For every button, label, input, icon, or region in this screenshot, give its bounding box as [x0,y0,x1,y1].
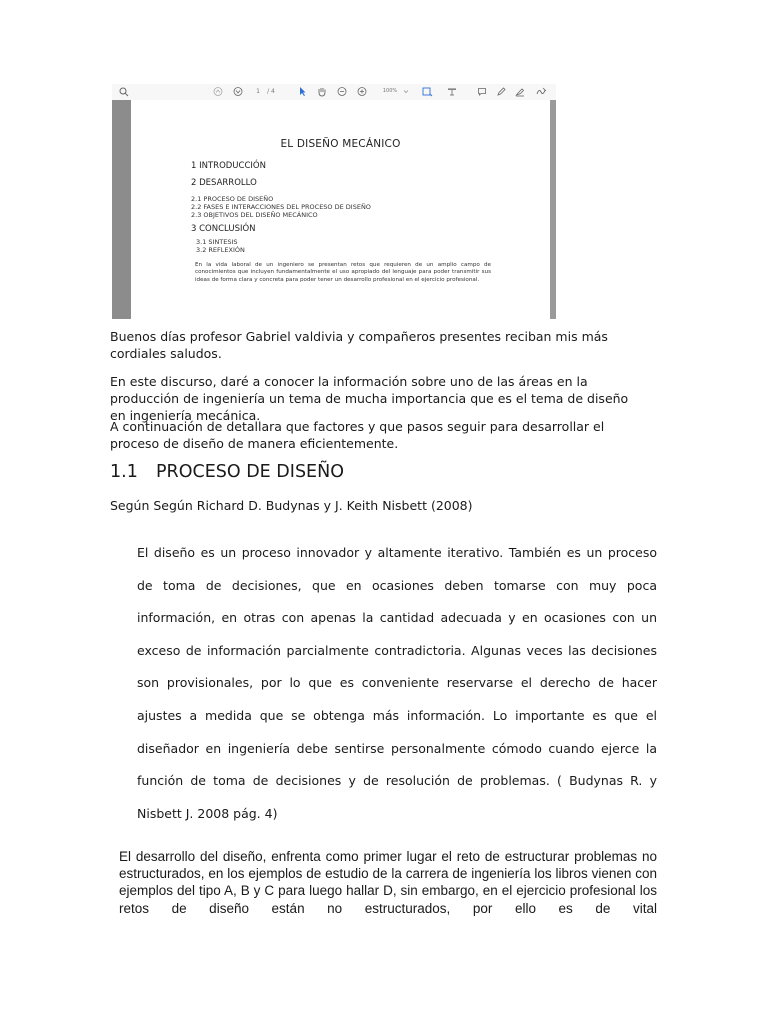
pdf-paragraph: En la vida laboral de un ingeniero se presentan retos que requieren de un amplio campo de conocimientos que incluyen fundamentalmente el uso apropiado del lenguaje para poder transmitir sus ideas de forma clara y concreta para poder tener un desarrollo profesional en el ejercicio profesional. [195,262,491,283]
sign-icon[interactable] [534,85,548,98]
section-heading [110,462,344,482]
page-up-icon[interactable] [212,85,224,98]
pdf-title: EL DISEÑO MECÁNICO [280,138,401,150]
pen-icon[interactable] [495,85,507,98]
section-title: PROCESO DE DISEÑO [156,462,344,482]
page-total: / 4 [267,88,275,95]
pdf-section-1: 1 INTRODUCCIÓN [191,161,266,171]
fit-page-icon[interactable] [420,85,434,98]
zoom-level-select[interactable]: 100% [382,88,398,94]
continuation-paragraph: A continuación de detallara que factores y que pasos seguir para desarrollar el proceso de diseño de manera eficientemente. [110,419,605,451]
embedded-pdf-screenshot [112,84,556,319]
block-quote: El diseño es un proceso innovador y altamente iterativo. También es un proceso de toma de decisiones, que en ocasiones deben tomarse con muy poca información, en otras con apenas la cantidad adecuada y en ocasiones con un exceso de información parcialmente contradictoria. Algunas veces las decisiones son provisionales, por lo que es conveniente reservarse el derecho de hacer ajustes a medida que se obtenga más información. Lo importante es que el diseñador en ingeniería debe sentirse personalmente cómodo cuando ejerce la función de toma de decisiones y de resolución de problemas. ( Budynas R. y Nisbett J. 2008 pág. 4) [137,545,657,821]
chevron-down-icon[interactable] [402,85,410,98]
highlight-icon[interactable] [514,85,526,98]
search-icon[interactable] [118,85,130,98]
viewer-scrollbar[interactable] [550,100,556,319]
pdf-section-2: 2 DESARROLLO [191,178,257,188]
greeting-paragraph: Buenos días profesor Gabriel valdivia y compañeros presentes reciban mis más cordiales saludos. [110,329,608,361]
pdf-subsection-3-2: 3.2 REFLEXIÓN [196,246,245,254]
pdf-page [131,100,550,319]
section-number: 1.1 [110,462,138,482]
zoom-in-icon[interactable] [356,85,368,98]
presentation-icon[interactable] [446,85,458,98]
viewer-left-gutter [112,100,131,319]
intro-paragraph: En este discurso, daré a conocer la información sobre uno de las áreas en la producción de ingeniería un tema de mucha importancia que es el tema de diseño en ingeniería mecánica. [110,374,629,423]
page-down-icon[interactable] [232,85,244,98]
pdf-subsection-2-2: 2.2 FASES E INTERACCIONES DEL PROCESO DE DISEÑO [191,203,371,211]
citation-line: Según Según Richard D. Budynas y J. Keith Nisbett (2008) [110,498,473,513]
select-cursor-icon[interactable] [296,85,308,98]
pdf-section-3: 3 CONCLUSIÓN [191,224,256,234]
pdf-subsection-2-1: 2.1 PROCESO DE DISEÑO [191,195,274,203]
hand-tool-icon[interactable] [316,85,328,98]
pdf-subsection-3-1: 3.1 SINTESIS [196,238,238,246]
closing-paragraph: El desarrollo del diseño, enfrenta como primer lugar el reto de estructurar problemas no estructurados, en los ejemplos de estudio de la carrera de ingeniería los libros vienen con ejemplos del tipo A, B y C para luego hallar D, sin embargo, en el ejercicio profesional los retos de diseño están no estructurados, por ello es de vital [119,849,657,916]
zoom-out-icon[interactable] [336,85,348,98]
pdf-subsection-2-3: 2.3 OBJETIVOS DEL DISEÑO MECÁNICO [191,211,318,219]
page-number-input[interactable]: 1 [256,88,260,95]
pdf-toolbar [112,84,556,101]
comment-icon[interactable] [476,85,488,98]
